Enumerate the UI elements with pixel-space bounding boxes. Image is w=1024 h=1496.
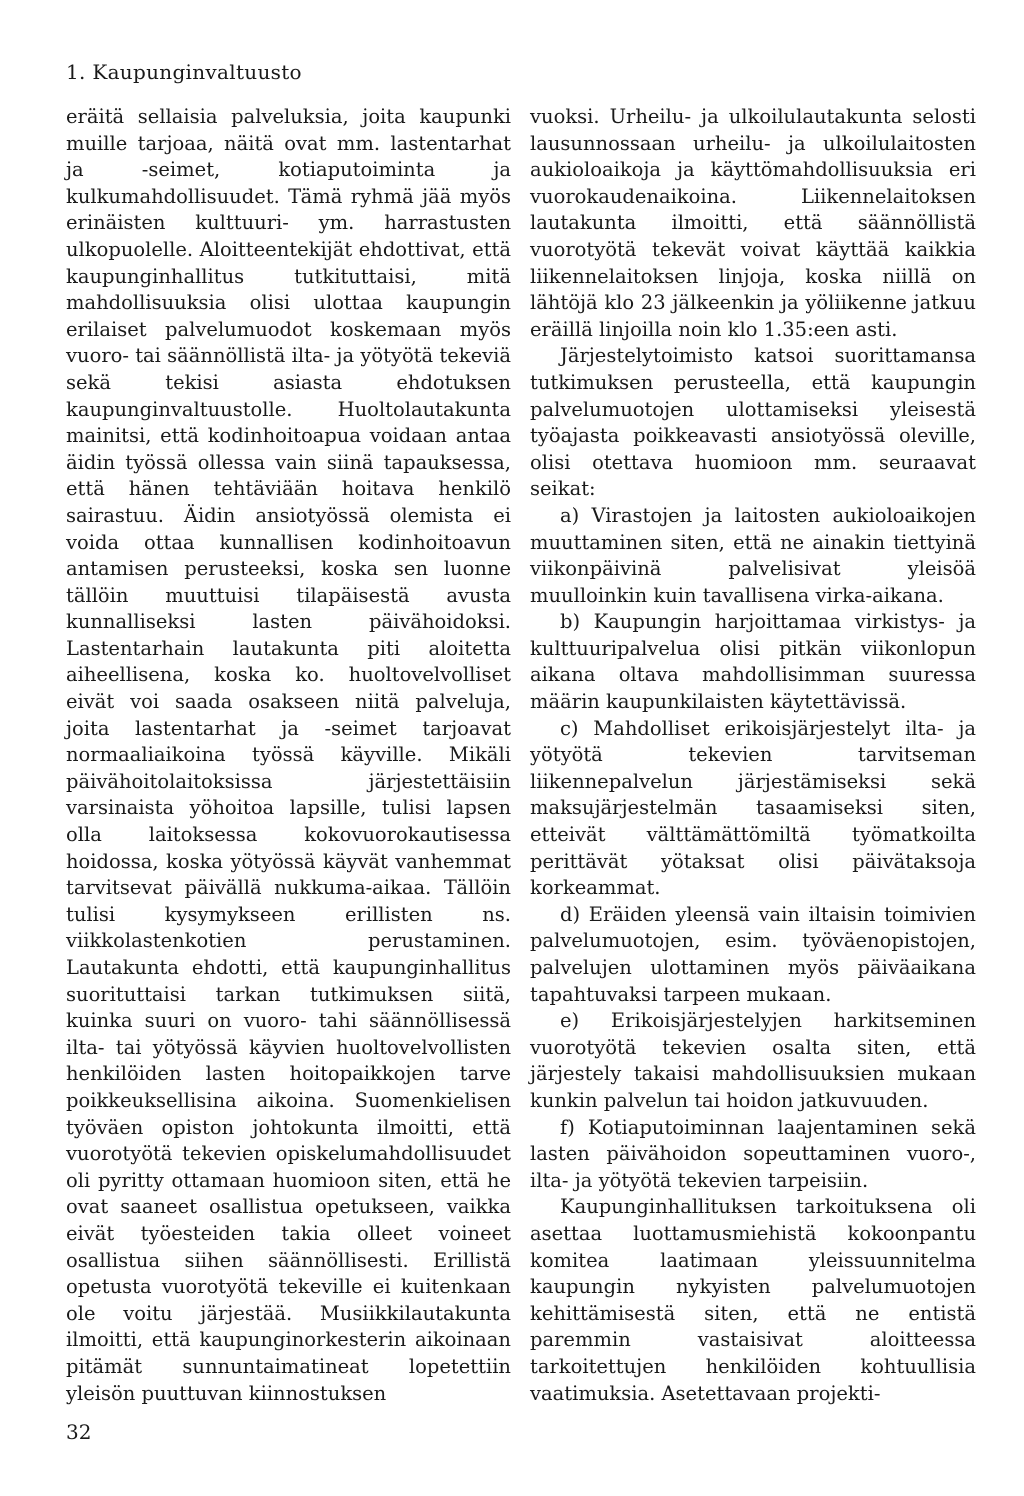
list-item: e) Erikoisjärjestelyjen harkitseminen vuorotyötä tekevien osalta siten, että järjestely takaisi mahdollisuuksien mukaan kunkin palvelun tai hoidon jatkuvuuden.	[530, 1009, 976, 1112]
list-item: b) Kaupungin harjoittamaa virkistys- ja kulttuuripalvelua olisi pitkän viikonlopun aikana oltava mahdollisimman suuressa määrin kaupunkilaisten käytettävissä.	[530, 610, 976, 714]
list-item: c) Mahdolliset erikoisjärjestelyt ilta- ja yötyötä tekevien tarvitseman liikennepalvelun järjestämiseksi sekä maksujärjestelmän tasaamiseksi siten, etteivät välttämättömiltä työmatkoilta perittävät yötaksat olisi päivätaksoja korkeammat.	[530, 716, 976, 900]
paragraph: eräitä sellaisia palveluksia, joita kaupunki muille tarjoaa, näitä ovat mm. lastentarhat ja -seimet, kotiaputoiminta ja kulkumahdollisuudet. Tämä ryhmä jää myös erinäisten kulttuuri- ym. harrastusten ulkopuolelle. Aloitteentekijät ehdottivat, että kaupunginhallitus tutkituttaisi, mitä mahdollisuuksia olisi ulottaa kaupungin erilaiset palvelumuodot koskemaan myös vuoro- tai säännöllistä ilta- ja yötyötä tekeviä sekä tekisi asiasta ehdotuksen kaupunginvaltuustolle. Huoltolautakunta mainitsi, että kodinhoitoapua voidaan antaa äidin työssä ollessa vain siinä tapauksessa, että hänen tehtäviään hoitava henkilö sairastuu. Äidin ansiotyössä olemista ei voida ottaa kunnallisen kodinhoitoavun antamisen perusteeksi, koska sen luonne tällöin muuttuisi tilapäisestä avusta kunnalliseksi lasten päivähoidoksi. Lastentarhain lautakunta piti aloitetta aiheellisena, koska ko. huoltovelvolliset eivät voi saada osakseen niitä palveluja, joita lastentarhat ja -seimet tarjoavat normaaliaikoina työssä käyville. Mikäli päivähoitolaitoksissa järjestettäisiin varsinaista yöhoitoa lapsille, tulisi lapsen olla laitoksessa kokovuorokautisessa hoidossa, koska yötyössä käyvät vanhemmat tarvitsevat päivällä nukkuma-aikaa. Tällöin tulisi kysymykseen erillisten ns. viikkolastenkotien perustaminen. Lautakunta ehdotti, että kaupunginhallitus suorituttaisi tarkan tutkimuksen siitä, kuinka suuri on vuoro- tahi säännöllisessä ilta- tai yötyössä käyvien huoltovelvollisten henkilöiden lasten hoitopaikkojen tarve poikkeuksellisina aikoina. Suomenkielisen työväen opiston johtokunta ilmoitti, että vuorotyötä tekevien opiskelumahdollisuudet oli pyritty ottamaan huomioon siten, että he ovat saaneet osallistua opetukseen, vaikka eivät työesteiden takia olleet voineet osallistua siihen säännöllisesti. Erillistä opetusta vuorotyötä tekeville ei kuitenkaan ole voitu järjestää. Musiikkilautakunta ilmoitti, että kaupunginorkesterin aikoinaan pitämät sunnuntaimatineat lopetettiin yleisön puuttuvan kiinnostuksen	[66, 105, 511, 1405]
paragraph: Kaupunginhallituksen tarkoituksena oli asettaa luottamusmiehistä kokoonpantu komitea laatimaan yleissuunnitelma kaupungin nykyisten palvelumuotojen kehittämisestä siten, että ne entistä paremmin vastaisivat aloitteessa tarkoitettujen henkilöiden kohtuullisia vaatimuksia. Asetettavaan projekti-	[530, 1195, 976, 1405]
left-column	[66, 104, 511, 1407]
list-item: d) Eräiden yleensä vain iltaisin toimivien palvelumuotojen, esim. työväenopistojen, palvelujen ulottaminen myös päiväaikana tapahtuvaksi tarpeen mukaan.	[530, 902, 976, 1006]
paragraph: Järjestelytoimisto katsoi suorittamansa tutkimuksen perusteella, että kaupungin palvelumuotojen ulottamiseksi yleisestä työajasta poikkeavasti ansiotyössä oleville, olisi otettava huomioon mm. seuraavat seikat:	[530, 344, 976, 501]
paragraph: vuoksi. Urheilu- ja ulkoilulautakunta selosti lausunnossaan urheilu- ja ulkoilulaitosten aukioloaikoja ja käyttömahdollisuuksia eri vuorokaudenaikoina. Liikennelaitoksen lautakunta ilmoitti, että säännöllistä vuorotyötä tekevät voivat käyttää kaikkia liikennelaitoksen linjoja, koska niillä on lähtöjä klo 23 jälkeenkin ja yöliikenne jatkuu eräillä linjoilla noin klo 1.35:een asti.	[530, 105, 976, 341]
running-head: 1. Kaupunginvaltuusto	[66, 60, 302, 84]
page-number: 32	[66, 1420, 92, 1444]
list-item: f) Kotiaputoiminnan laajentaminen sekä lasten päivähoidon sopeuttaminen vuoro-, ilta- ja yötyötä tekevien tarpeisiin.	[530, 1115, 976, 1192]
right-column	[530, 104, 976, 1407]
list-item: a) Virastojen ja laitosten aukioloaikojen muuttaminen siten, että ne ainakin tiettyinä viikonpäivinä palvelisivat yleisöä muulloinkin kuin tavallisena virka-aikana.	[530, 503, 976, 607]
